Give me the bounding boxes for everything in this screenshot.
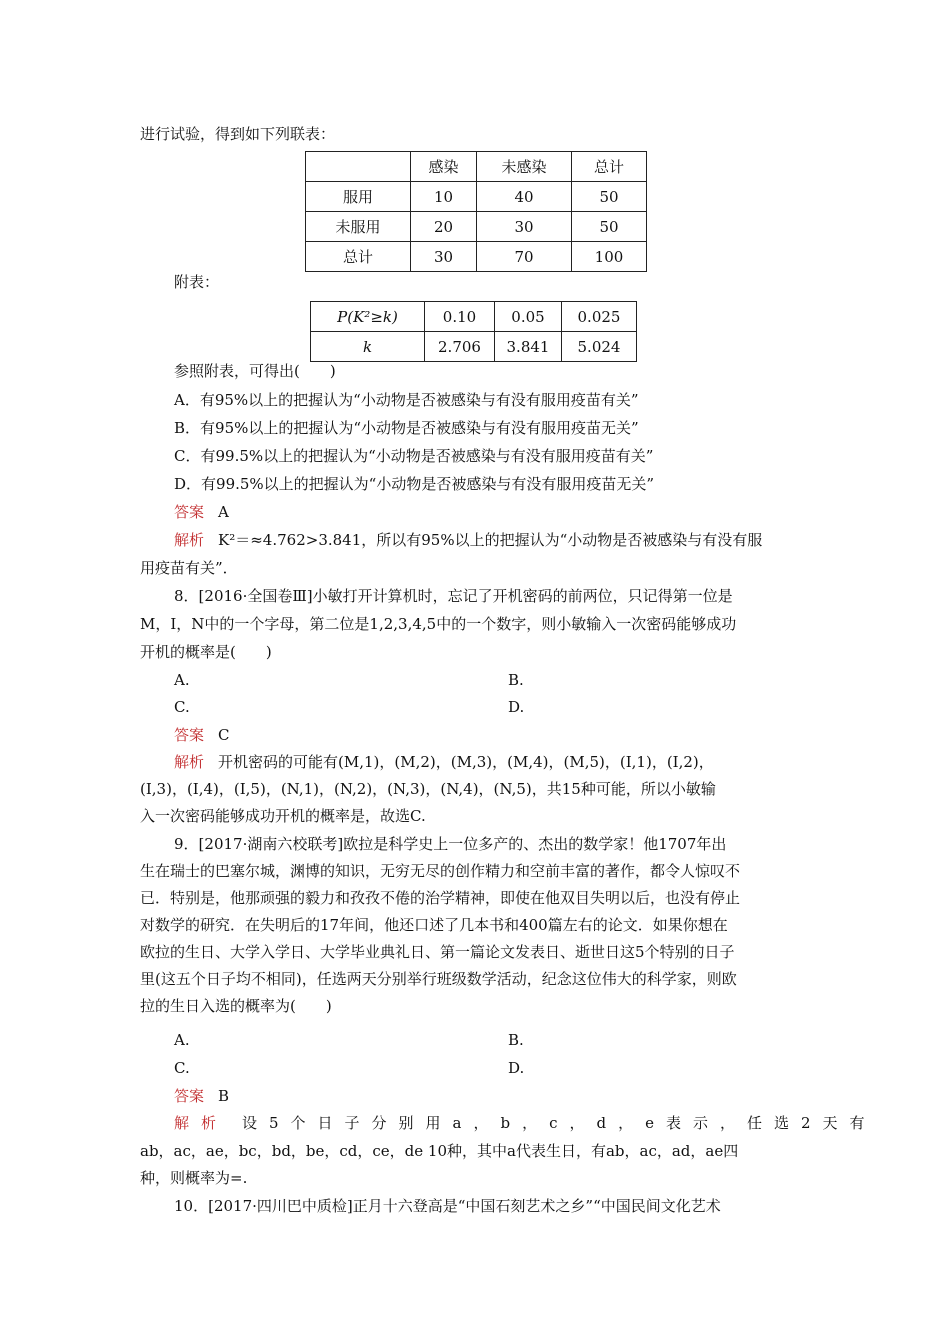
- analysis-label: 解析: [174, 1114, 229, 1132]
- q9-analysis-cont: ab，ac，ae，bc，bd，be，cd，ce，de 10种，其中a代表生日，有ab，ac，ad，ae四: [140, 1142, 739, 1160]
- table-cell: 30: [477, 212, 572, 242]
- q9-line3: 已．特别是，他那顽强的毅力和孜孜不倦的治学精神，即使在他双目失明以后，也没有停止: [140, 889, 741, 907]
- table-cell: 30: [411, 242, 477, 272]
- answer-label: 答案: [174, 503, 205, 521]
- table-cell: 50: [572, 182, 647, 212]
- table-cell: 3.841: [495, 332, 562, 362]
- table-row: [311, 302, 637, 332]
- q9-line6: 里(这五个日子均不相同)，任选两天分别举行班级数学活动，纪念这位伟大的科学家，则欧: [140, 970, 737, 988]
- table-cell: [306, 152, 411, 182]
- q9-line5: 欧拉的生日、大学入学日、大学毕业典礼日、第一篇论文发表日、逝世日这5个特别的日子: [140, 943, 735, 961]
- q8-option-b: B.: [508, 671, 524, 689]
- q9-option-c: C.: [174, 1059, 190, 1077]
- analysis-label: 解析: [174, 531, 205, 549]
- table-cell: 50: [572, 212, 647, 242]
- analysis-text: K²＝≈4.762>3.841，所以有95%以上的把握认为“小动物是否被感染与有没有服: [218, 531, 763, 549]
- table-cell: P(K²≥k): [311, 302, 425, 332]
- answer-value: A: [218, 503, 229, 521]
- q8-line1: 8．[2016·全国卷Ⅲ]小敏打开计算机时，忘记了开机密码的前两位，只记得第一位是: [174, 587, 733, 605]
- q9-analysis-row: [174, 1113, 877, 1133]
- analysis-text: 设5个日子分别用a，b，c，d，e表示，任选2天有: [242, 1114, 877, 1132]
- q9-analysis-cont2: 种，则概率为=.: [140, 1169, 248, 1187]
- table-cell: 0.025: [562, 302, 637, 332]
- q9-line7: 拉的生日入选的概率为( ): [140, 997, 332, 1015]
- contingency-table: [305, 151, 647, 272]
- table-cell: 2.706: [425, 332, 495, 362]
- q9-answer-row: [174, 1086, 229, 1106]
- analysis-text: 开机密码的可能有(M,1)，(M,2)，(M,3)，(M,4)，(M,5)，(I,1)，(I,2)，: [218, 753, 714, 771]
- q7-option-c: C．有99.5%以上的把握认为“小动物是否被感染与有没有服用疫苗有关”: [174, 447, 654, 465]
- q8-line3: 开机的概率是( ): [140, 643, 272, 661]
- table-row: [306, 182, 647, 212]
- table-cell: 70: [477, 242, 572, 272]
- table-row: [311, 332, 637, 362]
- table-cell: 5.024: [562, 332, 637, 362]
- table-cell: 0.05: [495, 302, 562, 332]
- q9-option-d: D.: [508, 1059, 525, 1077]
- q8-answer-row: [174, 725, 230, 745]
- q8-option-c: C.: [174, 698, 190, 716]
- answer-value: C: [218, 726, 230, 744]
- answer-label: 答案: [174, 1087, 205, 1105]
- table-cell: 40: [477, 182, 572, 212]
- q9-line4: 对数学的研究．在失明后的17年间，他还口述了几本书和400篇左右的论文．如果你想在: [140, 916, 728, 934]
- table-cell: 10: [411, 182, 477, 212]
- q7-analysis-cont: 用疫苗有关”．: [140, 559, 238, 577]
- table-cell: 总计: [306, 242, 411, 272]
- appendix-label: 附表：: [174, 273, 220, 291]
- table-cell: k: [311, 332, 425, 362]
- q7-option-b: B．有95%以上的把握认为“小动物是否被感染与有没有服用疫苗无关”: [174, 419, 639, 437]
- table-cell: 未服用: [306, 212, 411, 242]
- q7-answer-row: [174, 502, 229, 522]
- analysis-label: 解析: [174, 753, 205, 771]
- q9-line2: 生在瑞士的巴塞尔城，渊博的知识，无穷无尽的创作精力和空前丰富的著作，都令人惊叹不: [140, 862, 741, 880]
- q7-option-d: D．有99.5%以上的把握认为“小动物是否被感染与有没有服用疫苗无关”: [174, 475, 655, 493]
- table-row: [306, 242, 647, 272]
- q10-line1: 10．[2017·四川巴中质检]正月十六登高是“中国石刻艺术之乡”“中国民间文化艺术: [174, 1197, 721, 1215]
- table-cell: 100: [572, 242, 647, 272]
- q8-analysis-row: [174, 752, 714, 772]
- table-header-cell: 感染: [411, 152, 477, 182]
- critical-value-table: [310, 301, 637, 362]
- q8-analysis-cont2: 入一次密码能够成功开机的概率是，故选C.: [140, 807, 426, 825]
- q8-option-a: A.: [174, 671, 190, 689]
- table-header-cell: 总计: [572, 152, 647, 182]
- q7-option-a: A．有95%以上的把握认为“小动物是否被感染与有没有服用疫苗有关”: [174, 391, 639, 409]
- q8-option-d: D.: [508, 698, 525, 716]
- q8-line2: M，I，N中的一个字母，第二位是1,2,3,4,5中的一个数字，则小敏输入一次密码能够成功: [140, 615, 737, 633]
- q7-analysis-row: [174, 530, 762, 550]
- intro-text: 进行试验，得到如下列联表：: [140, 125, 336, 143]
- table-cell: 服用: [306, 182, 411, 212]
- table-cell: 0.10: [425, 302, 495, 332]
- table-cell: 20: [411, 212, 477, 242]
- q9-line1: 9．[2017·湖南六校联考]欧拉是科学史上一位多产的、杰出的数学家！他1707年出: [174, 835, 727, 853]
- q9-option-b: B.: [508, 1031, 524, 1049]
- q7-stem: 参照附表，可得出( ): [174, 362, 336, 380]
- q9-option-a: A.: [174, 1031, 190, 1049]
- table-row: [306, 212, 647, 242]
- answer-label: 答案: [174, 726, 205, 744]
- table-row: [306, 152, 647, 182]
- table-header-cell: 未感染: [477, 152, 572, 182]
- answer-value: B: [218, 1087, 230, 1105]
- q8-analysis-cont: (I,3)，(I,4)，(I,5)，(N,1)，(N,2)，(N,3)，(N,4)，(N,5)，共15种可能，所以小敏输: [140, 780, 716, 798]
